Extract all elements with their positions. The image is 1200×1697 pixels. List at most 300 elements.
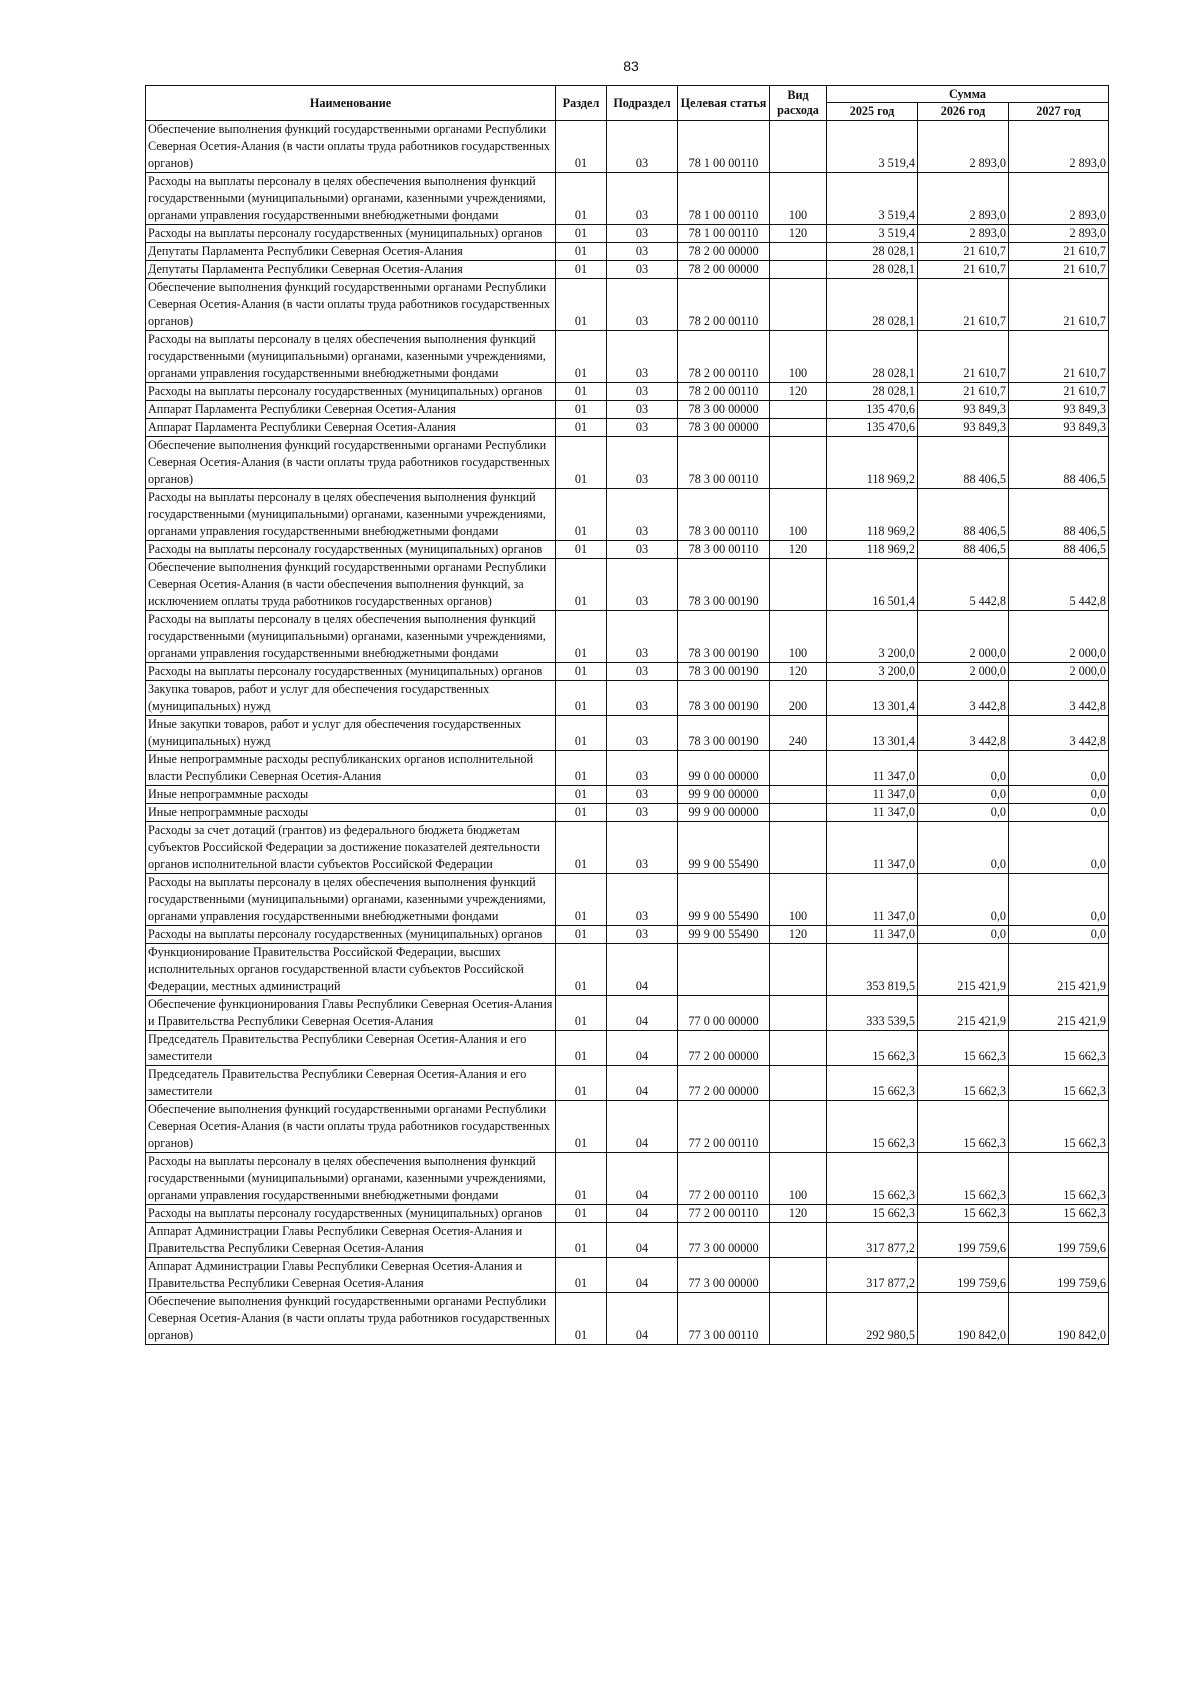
row-section: 01: [556, 716, 607, 751]
row-section: 01: [556, 1293, 607, 1345]
row-sum-2027: 88 406,5: [1009, 541, 1109, 559]
row-sum-2026: 2 000,0: [918, 611, 1009, 663]
row-target-article: 77 2 00 00110: [678, 1153, 770, 1205]
row-sum-2026: 190 842,0: [918, 1293, 1009, 1345]
row-sum-2026: 21 610,7: [918, 261, 1009, 279]
row-target-article: 78 3 00 00110: [678, 541, 770, 559]
row-subsection: 03: [607, 401, 678, 419]
row-sum-2027: 21 610,7: [1009, 243, 1109, 261]
row-expense-type: 200: [770, 681, 827, 716]
row-name: Аппарат Парламента Республики Северная Осетия-Алания: [146, 401, 556, 419]
row-section: 01: [556, 225, 607, 243]
row-sum-2026: 93 849,3: [918, 401, 1009, 419]
row-sum-2025: 135 470,6: [827, 419, 918, 437]
row-sum-2025: 135 470,6: [827, 401, 918, 419]
table-row: [146, 786, 1109, 804]
row-subsection: 03: [607, 874, 678, 926]
row-name: Депутаты Парламента Республики Северная Осетия-Алания: [146, 243, 556, 261]
row-target-article: 78 3 00 00190: [678, 716, 770, 751]
table-row: [146, 1258, 1109, 1293]
row-sum-2025: 317 877,2: [827, 1223, 918, 1258]
row-sum-2025: 118 969,2: [827, 489, 918, 541]
row-name: Расходы на выплаты персоналу в целях обеспечения выполнения функций государственными (муниципальными) органами, казенными учреждениями, органами управления государственными внебюджетными фондами: [146, 874, 556, 926]
row-name: Аппарат Администрации Главы Республики Северная Осетия-Алания и Правительства Республики Северная Осетия-Алания: [146, 1258, 556, 1293]
row-subsection: 03: [607, 663, 678, 681]
row-sum-2025: 28 028,1: [827, 261, 918, 279]
table-row: [146, 996, 1109, 1031]
row-target-article: 78 3 00 00190: [678, 611, 770, 663]
row-sum-2025: 13 301,4: [827, 681, 918, 716]
row-name: Обеспечение функционирования Главы Республики Северная Осетия-Алания и Правительства Республики Северная Осетия-Алания: [146, 996, 556, 1031]
row-sum-2026: 0,0: [918, 926, 1009, 944]
row-sum-2025: 333 539,5: [827, 996, 918, 1031]
table-row: [146, 1066, 1109, 1101]
row-sum-2025: 3 200,0: [827, 663, 918, 681]
table-row: [146, 681, 1109, 716]
row-section: 01: [556, 489, 607, 541]
row-name: Расходы на выплаты персоналу в целях обеспечения выполнения функций государственными (муниципальными) органами, казенными учреждениями, органами управления государственными внебюджетными фондами: [146, 1153, 556, 1205]
row-name: Аппарат Парламента Республики Северная Осетия-Алания: [146, 419, 556, 437]
row-subsection: 03: [607, 173, 678, 225]
row-subsection: 04: [607, 1258, 678, 1293]
row-target-article: 77 3 00 00110: [678, 1293, 770, 1345]
table-row: [146, 944, 1109, 996]
row-subsection: 04: [607, 1205, 678, 1223]
row-sum-2026: 3 442,8: [918, 681, 1009, 716]
row-sum-2025: 11 347,0: [827, 751, 918, 786]
row-subsection: 04: [607, 996, 678, 1031]
row-expense-type: 100: [770, 173, 827, 225]
row-expense-type: 120: [770, 383, 827, 401]
row-section: 01: [556, 173, 607, 225]
row-section: 01: [556, 944, 607, 996]
row-sum-2026: 0,0: [918, 751, 1009, 786]
budget-table: [145, 85, 1109, 1345]
row-section: 01: [556, 419, 607, 437]
row-target-article: 78 3 00 00190: [678, 559, 770, 611]
row-subsection: 03: [607, 751, 678, 786]
row-sum-2027: 88 406,5: [1009, 437, 1109, 489]
row-name: Закупка товаров, работ и услуг для обеспечения государственных (муниципальных) нужд: [146, 681, 556, 716]
table-row: [146, 804, 1109, 822]
row-subsection: 03: [607, 419, 678, 437]
row-sum-2025: 317 877,2: [827, 1258, 918, 1293]
row-subsection: 03: [607, 541, 678, 559]
row-expense-type: [770, 751, 827, 786]
header-year-2027: 2027 год: [1009, 103, 1109, 121]
row-expense-type: [770, 786, 827, 804]
row-target-article: 99 9 00 55490: [678, 926, 770, 944]
table-row: [146, 663, 1109, 681]
row-name: Расходы на выплаты персоналу государственных (муниципальных) органов: [146, 926, 556, 944]
row-sum-2027: 21 610,7: [1009, 279, 1109, 331]
row-sum-2026: 93 849,3: [918, 419, 1009, 437]
row-section: 01: [556, 874, 607, 926]
row-sum-2025: 292 980,5: [827, 1293, 918, 1345]
row-expense-type: [770, 996, 827, 1031]
row-expense-type: 120: [770, 541, 827, 559]
row-sum-2025: 28 028,1: [827, 383, 918, 401]
row-target-article: 99 9 00 55490: [678, 874, 770, 926]
row-section: 01: [556, 541, 607, 559]
row-target-article: 77 2 00 00000: [678, 1031, 770, 1066]
row-sum-2026: 199 759,6: [918, 1258, 1009, 1293]
row-name: Расходы на выплаты персоналу государственных (муниципальных) органов: [146, 225, 556, 243]
row-section: 01: [556, 611, 607, 663]
row-section: 01: [556, 243, 607, 261]
row-sum-2026: 2 893,0: [918, 121, 1009, 173]
row-sum-2027: 15 662,3: [1009, 1205, 1109, 1223]
row-sum-2026: 2 893,0: [918, 225, 1009, 243]
row-sum-2026: 0,0: [918, 786, 1009, 804]
row-target-article: 78 2 00 00110: [678, 279, 770, 331]
row-sum-2027: 2 893,0: [1009, 225, 1109, 243]
row-sum-2026: 88 406,5: [918, 541, 1009, 559]
row-sum-2025: 28 028,1: [827, 279, 918, 331]
header-subsection: Подраздел: [607, 86, 678, 121]
row-sum-2026: 5 442,8: [918, 559, 1009, 611]
row-sum-2027: 15 662,3: [1009, 1066, 1109, 1101]
table-body: [146, 121, 1109, 1345]
row-name: Функционирование Правительства Российской Федерации, высших исполнительных органов государственной власти субъектов Российской Федерации, местных администраций: [146, 944, 556, 996]
row-sum-2026: 21 610,7: [918, 279, 1009, 331]
table-row: [146, 1205, 1109, 1223]
row-name: Расходы на выплаты персоналу государственных (муниципальных) органов: [146, 541, 556, 559]
row-subsection: 03: [607, 804, 678, 822]
row-subsection: 03: [607, 926, 678, 944]
row-sum-2026: 15 662,3: [918, 1153, 1009, 1205]
table-row: [146, 1223, 1109, 1258]
row-target-article: 78 3 00 00190: [678, 681, 770, 716]
row-target-article: 77 0 00 00000: [678, 996, 770, 1031]
row-expense-type: [770, 261, 827, 279]
row-sum-2027: 2 000,0: [1009, 663, 1109, 681]
row-expense-type: 120: [770, 663, 827, 681]
row-section: 01: [556, 261, 607, 279]
row-section: 01: [556, 1223, 607, 1258]
row-expense-type: [770, 1031, 827, 1066]
row-subsection: 03: [607, 489, 678, 541]
row-name: Обеспечение выполнения функций государственными органами Республики Северная Осетия-Алания (в части оплаты труда работников государственных органов): [146, 1101, 556, 1153]
row-target-article: 78 2 00 00000: [678, 261, 770, 279]
row-sum-2026: 0,0: [918, 874, 1009, 926]
row-target-article: 78 3 00 00110: [678, 489, 770, 541]
row-section: 01: [556, 681, 607, 716]
row-target-article: 78 3 00 00000: [678, 401, 770, 419]
row-sum-2027: 199 759,6: [1009, 1258, 1109, 1293]
row-name: Расходы за счет дотаций (грантов) из федерального бюджета бюджетам субъектов Российской Федерации за достижение показателей деятельности органов исполнительной власти субъектов Российской Федерации: [146, 822, 556, 874]
row-section: 01: [556, 1101, 607, 1153]
row-subsection: 04: [607, 944, 678, 996]
row-target-article: 77 3 00 00000: [678, 1223, 770, 1258]
row-sum-2026: 15 662,3: [918, 1101, 1009, 1153]
row-section: 01: [556, 1205, 607, 1223]
row-target-article: 78 3 00 00110: [678, 437, 770, 489]
row-target-article: 99 9 00 55490: [678, 822, 770, 874]
row-section: 01: [556, 559, 607, 611]
row-target-article: 77 2 00 00000: [678, 1066, 770, 1101]
row-subsection: 03: [607, 437, 678, 489]
row-sum-2026: 88 406,5: [918, 437, 1009, 489]
row-sum-2026: 2 893,0: [918, 173, 1009, 225]
row-section: 01: [556, 996, 607, 1031]
row-section: 01: [556, 437, 607, 489]
row-expense-type: 100: [770, 611, 827, 663]
row-name: Расходы на выплаты персоналу государственных (муниципальных) органов: [146, 383, 556, 401]
row-sum-2025: 3 519,4: [827, 225, 918, 243]
table-row: [146, 419, 1109, 437]
row-section: 01: [556, 663, 607, 681]
row-sum-2026: 3 442,8: [918, 716, 1009, 751]
row-expense-type: [770, 279, 827, 331]
row-sum-2027: 21 610,7: [1009, 261, 1109, 279]
row-section: 01: [556, 331, 607, 383]
row-sum-2027: 0,0: [1009, 874, 1109, 926]
row-sum-2026: 0,0: [918, 822, 1009, 874]
row-sum-2025: 11 347,0: [827, 926, 918, 944]
row-name: Депутаты Парламента Республики Северная Осетия-Алания: [146, 261, 556, 279]
row-expense-type: [770, 822, 827, 874]
row-sum-2027: 21 610,7: [1009, 383, 1109, 401]
row-name: Обеспечение выполнения функций государственными органами Республики Северная Осетия-Алания (в части оплаты труда работников государственных органов): [146, 121, 556, 173]
row-sum-2026: 15 662,3: [918, 1205, 1009, 1223]
row-subsection: 04: [607, 1293, 678, 1345]
row-target-article: 99 9 00 00000: [678, 804, 770, 822]
row-expense-type: 120: [770, 926, 827, 944]
row-sum-2026: 15 662,3: [918, 1066, 1009, 1101]
row-sum-2025: 11 347,0: [827, 874, 918, 926]
row-subsection: 03: [607, 786, 678, 804]
row-section: 01: [556, 926, 607, 944]
row-target-article: 78 3 00 00190: [678, 663, 770, 681]
row-sum-2026: 199 759,6: [918, 1223, 1009, 1258]
header-sum: Сумма: [827, 86, 1109, 103]
row-name: Аппарат Администрации Главы Республики Северная Осетия-Алания и Правительства Республики Северная Осетия-Алания: [146, 1223, 556, 1258]
row-sum-2025: 28 028,1: [827, 331, 918, 383]
row-expense-type: 120: [770, 225, 827, 243]
table-row: [146, 437, 1109, 489]
table-row: [146, 1293, 1109, 1345]
table-row: [146, 1031, 1109, 1066]
row-section: 01: [556, 279, 607, 331]
page-number: 83: [623, 58, 639, 74]
row-expense-type: 120: [770, 1205, 827, 1223]
row-sum-2025: 13 301,4: [827, 716, 918, 751]
row-sum-2025: 353 819,5: [827, 944, 918, 996]
row-section: 01: [556, 383, 607, 401]
row-target-article: 77 2 00 00110: [678, 1205, 770, 1223]
row-target-article: 78 1 00 00110: [678, 173, 770, 225]
row-expense-type: 240: [770, 716, 827, 751]
row-sum-2027: 0,0: [1009, 926, 1109, 944]
row-subsection: 03: [607, 243, 678, 261]
row-sum-2025: 118 969,2: [827, 437, 918, 489]
row-sum-2027: 215 421,9: [1009, 944, 1109, 996]
row-expense-type: [770, 401, 827, 419]
row-sum-2027: 2 000,0: [1009, 611, 1109, 663]
row-subsection: 04: [607, 1031, 678, 1066]
row-sum-2026: 21 610,7: [918, 331, 1009, 383]
row-expense-type: 100: [770, 331, 827, 383]
row-target-article: 77 2 00 00110: [678, 1101, 770, 1153]
row-expense-type: [770, 437, 827, 489]
table-row: [146, 716, 1109, 751]
row-sum-2025: 15 662,3: [827, 1066, 918, 1101]
row-expense-type: [770, 559, 827, 611]
row-sum-2025: 15 662,3: [827, 1153, 918, 1205]
row-sum-2027: 0,0: [1009, 751, 1109, 786]
row-sum-2025: 15 662,3: [827, 1205, 918, 1223]
row-subsection: 03: [607, 383, 678, 401]
row-section: 01: [556, 1066, 607, 1101]
row-sum-2026: 0,0: [918, 804, 1009, 822]
row-target-article: 78 2 00 00110: [678, 331, 770, 383]
row-sum-2027: 21 610,7: [1009, 331, 1109, 383]
table-row: [146, 173, 1109, 225]
row-name: Обеспечение выполнения функций государственными органами Республики Северная Осетия-Алания (в части оплаты труда работников государственных органов): [146, 437, 556, 489]
row-sum-2027: 15 662,3: [1009, 1101, 1109, 1153]
row-section: 01: [556, 751, 607, 786]
row-section: 01: [556, 121, 607, 173]
row-sum-2025: 28 028,1: [827, 243, 918, 261]
row-subsection: 04: [607, 1153, 678, 1205]
table-row: [146, 541, 1109, 559]
row-subsection: 03: [607, 121, 678, 173]
table-row: [146, 383, 1109, 401]
header-section: Раздел: [556, 86, 607, 121]
row-section: 01: [556, 1258, 607, 1293]
row-subsection: 03: [607, 559, 678, 611]
row-sum-2026: 21 610,7: [918, 383, 1009, 401]
row-section: 01: [556, 1153, 607, 1205]
header-expense-type: Вид расхода: [770, 86, 827, 121]
row-sum-2026: 215 421,9: [918, 944, 1009, 996]
row-name: Председатель Правительства Республики Северная Осетия-Алания и его заместители: [146, 1031, 556, 1066]
row-expense-type: [770, 1066, 827, 1101]
row-subsection: 03: [607, 225, 678, 243]
row-name: Расходы на выплаты персоналу в целях обеспечения выполнения функций государственными (муниципальными) органами, казенными учреждениями, органами управления государственными внебюджетными фондами: [146, 611, 556, 663]
row-name: Обеспечение выполнения функций государственными органами Республики Северная Осетия-Алания (в части обеспечения выполнения функций, за исключением оплаты труда работников государственных органов): [146, 559, 556, 611]
row-target-article: 99 0 00 00000: [678, 751, 770, 786]
header-year-2025: 2025 год: [827, 103, 918, 121]
table-row: [146, 225, 1109, 243]
row-section: 01: [556, 804, 607, 822]
row-name: Расходы на выплаты персоналу государственных (муниципальных) органов: [146, 1205, 556, 1223]
table-row: [146, 926, 1109, 944]
row-sum-2025: 11 347,0: [827, 804, 918, 822]
table-row: [146, 751, 1109, 786]
row-target-article: 78 3 00 00000: [678, 419, 770, 437]
header-year-2026: 2026 год: [918, 103, 1009, 121]
row-sum-2027: 0,0: [1009, 822, 1109, 874]
row-name: Иные закупки товаров, работ и услуг для обеспечения государственных (муниципальных) нужд: [146, 716, 556, 751]
row-expense-type: [770, 804, 827, 822]
row-sum-2027: 5 442,8: [1009, 559, 1109, 611]
row-section: 01: [556, 822, 607, 874]
row-section: 01: [556, 1031, 607, 1066]
row-subsection: 03: [607, 681, 678, 716]
row-sum-2027: 215 421,9: [1009, 996, 1109, 1031]
row-subsection: 03: [607, 279, 678, 331]
row-sum-2025: 15 662,3: [827, 1031, 918, 1066]
table-row: [146, 121, 1109, 173]
row-section: 01: [556, 786, 607, 804]
row-subsection: 03: [607, 611, 678, 663]
row-sum-2027: 88 406,5: [1009, 489, 1109, 541]
row-name: Расходы на выплаты персоналу в целях обеспечения выполнения функций государственными (муниципальными) органами, казенными учреждениями, органами управления государственными внебюджетными фондами: [146, 489, 556, 541]
row-sum-2026: 21 610,7: [918, 243, 1009, 261]
table-row: [146, 401, 1109, 419]
table-row: [146, 331, 1109, 383]
table-row: [146, 243, 1109, 261]
table-row: [146, 279, 1109, 331]
row-subsection: 03: [607, 331, 678, 383]
table-row: [146, 874, 1109, 926]
row-target-article: 78 1 00 00110: [678, 225, 770, 243]
row-sum-2027: 3 442,8: [1009, 681, 1109, 716]
row-name: Иные непрограммные расходы: [146, 786, 556, 804]
row-name: Обеспечение выполнения функций государственными органами Республики Северная Осетия-Алания (в части оплаты труда работников государственных органов): [146, 279, 556, 331]
row-subsection: 03: [607, 261, 678, 279]
table-row: [146, 1153, 1109, 1205]
table-row: [146, 822, 1109, 874]
table-row: [146, 489, 1109, 541]
row-target-article: 78 2 00 00000: [678, 243, 770, 261]
row-sum-2027: 15 662,3: [1009, 1031, 1109, 1066]
row-sum-2026: 15 662,3: [918, 1031, 1009, 1066]
row-sum-2025: 3 519,4: [827, 121, 918, 173]
row-expense-type: 100: [770, 489, 827, 541]
row-name: Иные непрограммные расходы республиканских органов исполнительной власти Республики Северная Осетия-Алания: [146, 751, 556, 786]
row-sum-2027: 0,0: [1009, 804, 1109, 822]
row-expense-type: [770, 1101, 827, 1153]
table-row: [146, 1101, 1109, 1153]
row-expense-type: [770, 121, 827, 173]
row-expense-type: [770, 1293, 827, 1345]
row-name: Обеспечение выполнения функций государственными органами Республики Северная Осетия-Алания (в части оплаты труда работников государственных органов): [146, 1293, 556, 1345]
row-subsection: 03: [607, 822, 678, 874]
row-name: Иные непрограммные расходы: [146, 804, 556, 822]
row-sum-2025: 11 347,0: [827, 786, 918, 804]
row-sum-2027: 190 842,0: [1009, 1293, 1109, 1345]
row-sum-2026: 2 000,0: [918, 663, 1009, 681]
table-row: [146, 261, 1109, 279]
row-subsection: 04: [607, 1066, 678, 1101]
row-subsection: 04: [607, 1223, 678, 1258]
row-sum-2025: 15 662,3: [827, 1101, 918, 1153]
row-expense-type: 100: [770, 1153, 827, 1205]
row-sum-2025: 3 200,0: [827, 611, 918, 663]
row-sum-2027: 93 849,3: [1009, 419, 1109, 437]
row-target-article: 78 2 00 00110: [678, 383, 770, 401]
row-name: Расходы на выплаты персоналу в целях обеспечения выполнения функций государственными (муниципальными) органами, казенными учреждениями, органами управления государственными внебюджетными фондами: [146, 173, 556, 225]
row-expense-type: [770, 419, 827, 437]
header-target-article: Целевая статья: [678, 86, 770, 121]
row-sum-2027: 93 849,3: [1009, 401, 1109, 419]
row-sum-2025: 118 969,2: [827, 541, 918, 559]
row-name: Расходы на выплаты персоналу государственных (муниципальных) органов: [146, 663, 556, 681]
row-sum-2027: 15 662,3: [1009, 1153, 1109, 1205]
row-sum-2027: 0,0: [1009, 786, 1109, 804]
row-target-article: 77 3 00 00000: [678, 1258, 770, 1293]
row-name: Председатель Правительства Республики Северная Осетия-Алания и его заместители: [146, 1066, 556, 1101]
row-sum-2025: 16 501,4: [827, 559, 918, 611]
row-sum-2027: 2 893,0: [1009, 173, 1109, 225]
row-expense-type: [770, 1223, 827, 1258]
row-sum-2026: 215 421,9: [918, 996, 1009, 1031]
row-sum-2027: 3 442,8: [1009, 716, 1109, 751]
row-sum-2025: 3 519,4: [827, 173, 918, 225]
